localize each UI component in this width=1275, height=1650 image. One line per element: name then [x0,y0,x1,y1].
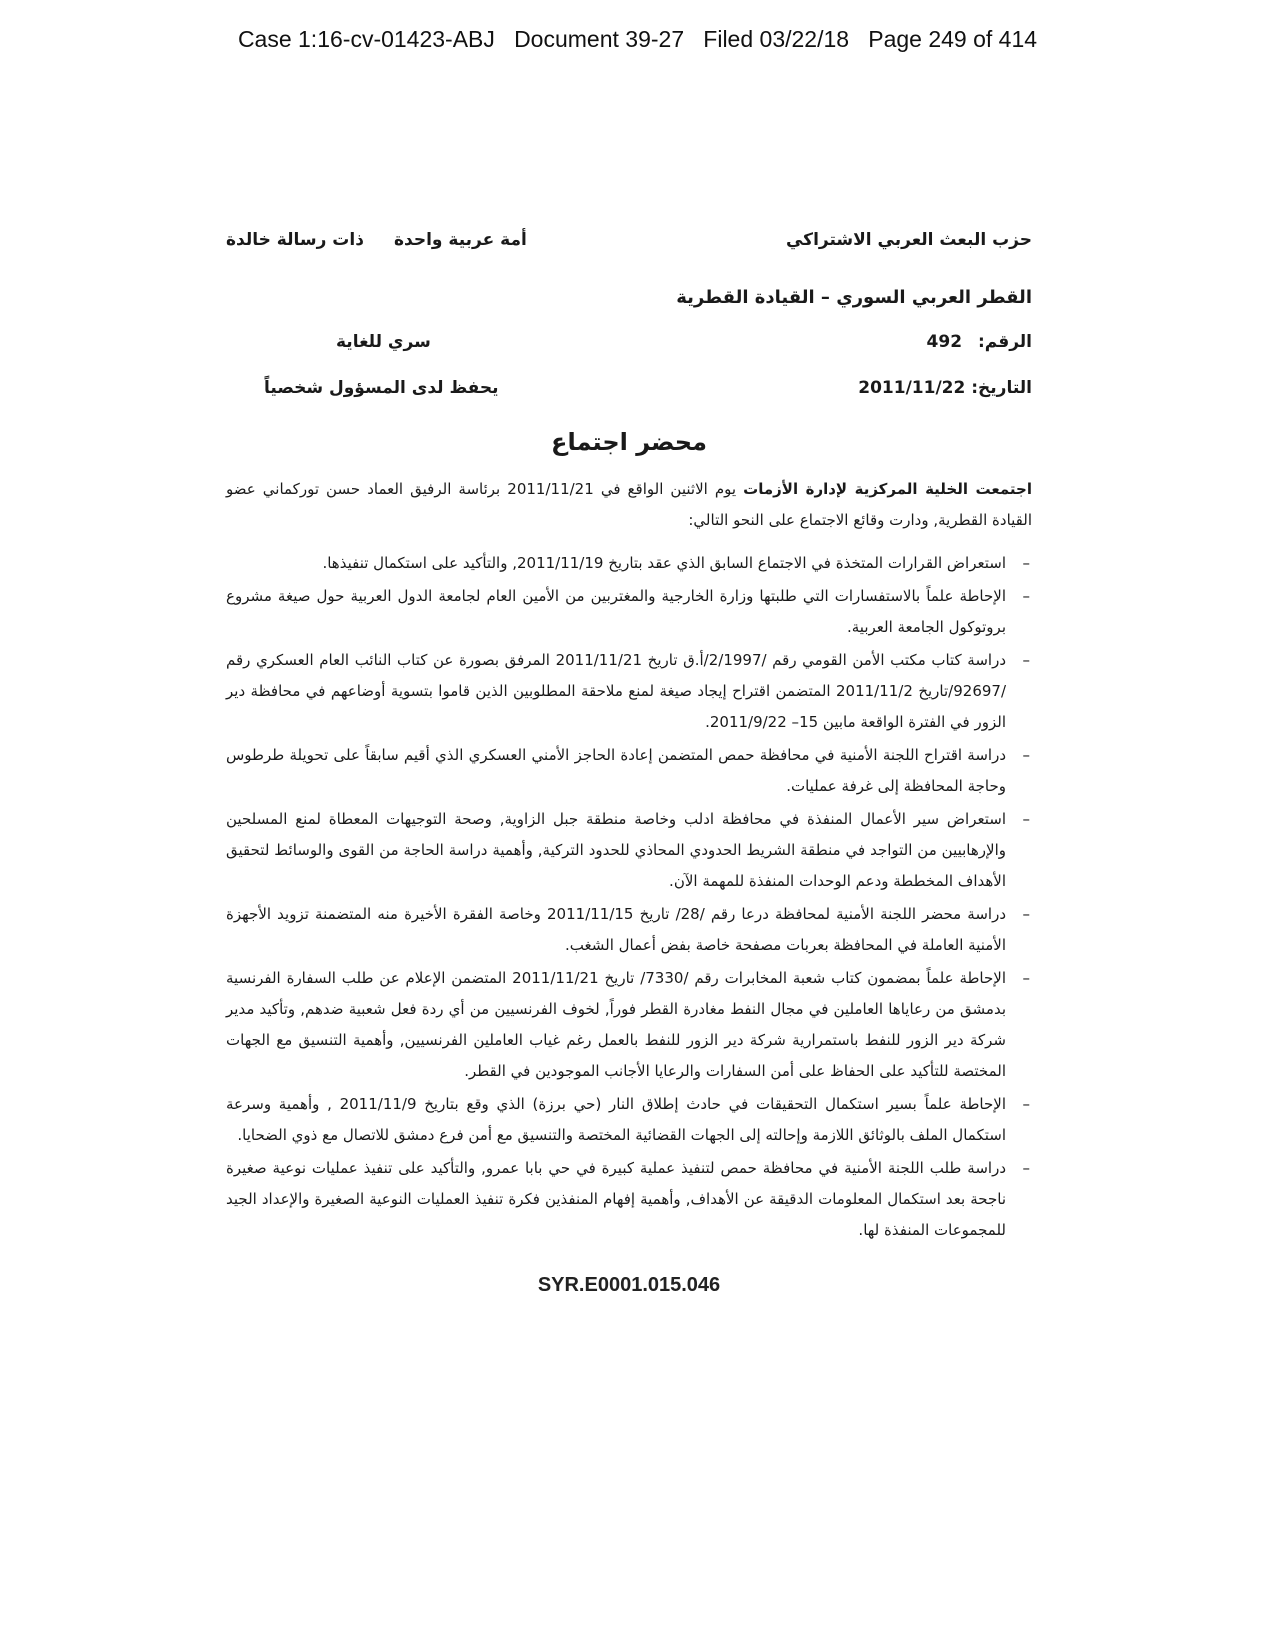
intro-paragraph [226,474,1032,536]
slogan-eternal-message: ذات رسالة خالدة [226,230,364,250]
list-item [226,645,1032,738]
list-item [226,581,1032,643]
document-page [226,226,1032,1297]
classification-label: سري للغاية [336,332,431,352]
bullet-dash: – [1022,905,1030,923]
document-date [858,376,1032,400]
number-value: 492 [926,332,963,352]
bullet-dash: – [1022,1095,1030,1113]
agenda-list [226,548,1032,1246]
reference-number [927,330,1032,354]
date-label: التاريخ: [971,378,1032,398]
bullet-dash: – [1022,746,1030,764]
document-title: محضر اجتماع [551,428,707,456]
item-text: الإحاطة علماً بمضمون كتاب شعبة المخابرات رقم /7330/ تاريخ 2011/11/21 المتضمن الإعلام عن طلب السفارة الفرنسية بدمشق من رعاياها العاملين في مجال النفط مغادرة القطر فوراً, لخوف الفرنسيين من أي ردة فعل شعبية ضدهم, وتأكيد مدير شركة دير الزور للنفط باستمرارية شركة دير الزور للنفط بالعمل رغم غياب العاملين الفرنسيين, وأهمية التنسيق مع الجهات المختصة للتأكيد على الحفاظ على أمن السفارات والرعايا الأجانب الموجودين في القطر. [226,969,1006,1080]
letterhead [226,226,1032,416]
list-item [226,899,1032,961]
item-text: دراسة اقتراح اللجنة الأمنية في محافظة حمص المتضمن إعادة الحاجز الأمني العسكري الذي أقيم سابقاً على تحويلة طرطوس وحاجة المحافظة إلى غرفة عمليات. [226,746,1006,795]
list-item [226,548,1032,579]
date-value: 2011/11/22 [858,378,966,398]
bullet-dash: – [1022,1159,1030,1177]
bullet-dash: – [1022,651,1030,669]
item-text: دراسة كتاب مكتب الأمن القومي رقم /2/1997/أ.ق تاريخ 2011/11/21 المرفق بصورة عن كتاب النائب العام العسكري رقم /92697/تاريخ 2011/11/2 المتضمن اقتراح إيجاد صيغة لمنع ملاحقة المطلوبين الذين قاموا بتسوية أوضاعهم في محافظة دير الزور في الفترة الواقعة مابين 15– 2011/9/22. [226,651,1007,731]
item-text: دراسة طلب اللجنة الأمنية في محافظة حمص لتنفيذ عملية كبيرة في حي بابا عمرو, والتأكيد على تنفيذ عمليات نوعية صغيرة ناجحة بعد استكمال المعلومات الدقيقة عن الأهداف, وأهمية إفهام المنفذين فكرة تنفيذ العمليات النوعية الصغيرة والإعداد الجيد للمجموعات المنفذة لها. [226,1159,1006,1239]
bullet-dash: – [1022,810,1030,828]
item-text: دراسة محضر اللجنة الأمنية لمحافظة درعا رقم /28/ تاريخ 2011/11/15 وخاصة الفقرة الأخيرة منه المتضمنة تزويد الأجهزة الأمنية العاملة في المحافظة بعربات مصفحة خاصة بفض أعمال الشغب. [226,905,1007,954]
handling-instruction: يحفظ لدى المسؤول شخصياً [264,378,499,398]
item-text: استعراض سير الأعمال المنفذة في محافظة ادلب وخاصة منطقة جبل الزاوية, وصحة التوجيهات المعطاة لمنع المسلحين والإرهابيين من التواجد في منطقة الشريط الحدودي المحاذي للحدود التركية, وأهمية دراسة الحاجة من القوى والوسائط لتحقيق الأهداف المخططة ودعم الوحدات المنفذة للمهمة الآن. [226,810,1006,890]
list-item [226,963,1032,1087]
case-header: Case 1:16-cv-01423-ABJ Document 39-27 Filed 03/22/18 Page 249 of 414 [237,26,1038,52]
item-text: استعراض القرارات المتخذة في الاجتماع السابق الذي عقد بتاريخ 2011/11/19, والتأكيد على استكمال تنفيذها. [322,554,1006,572]
list-item [226,804,1032,897]
item-text: الإحاطة علماً بالاستفسارات التي طلبتها وزارة الخارجية والمغتربين من الأمين العام لجامعة الدول العربية حول صيغة مشروع بروتوكول الجامعة العربية. [226,587,1006,636]
bullet-dash: – [1022,969,1030,987]
intro-lead: اجتمعت الخلية المركزية لإدارة الأزمات [743,480,1032,498]
intro-text: يوم الاثنين الواقع في 2011/11/21 برئاسة الرفيق العماد حسن توركماني عضو القيادة القطرية, ودارت وقائع الاجتماع على النحو التالي: [226,480,1032,529]
bates-number: SYR.E0001.015.046 [537,1274,721,1296]
number-label: الرقم: [977,332,1032,352]
bullet-dash: – [1022,554,1030,572]
item-text: الإحاطة علماً بسير استكمال التحقيقات في حادث إطلاق النار (حي برزة) الذي وقع بتاريخ 2011/11/9 , وأهمية وسرعة استكمال الملف بالوثائق اللازمة وإحالته إلى الجهات القضائية المختصة والتنسيق مع أمن فرع دمشق للاتصال مع ذوي الضحايا. [226,1095,1006,1144]
party-name: حزب البعث العربي الاشتراكي [785,230,1032,250]
slogan-one-arab-nation: أمة عربية واحدة [394,230,527,250]
regional-command: القطر العربي السوري – القيادة القطرية [676,287,1032,308]
list-item [226,740,1032,802]
list-item [226,1153,1032,1246]
bullet-dash: – [1022,587,1030,605]
list-item [226,1089,1032,1151]
